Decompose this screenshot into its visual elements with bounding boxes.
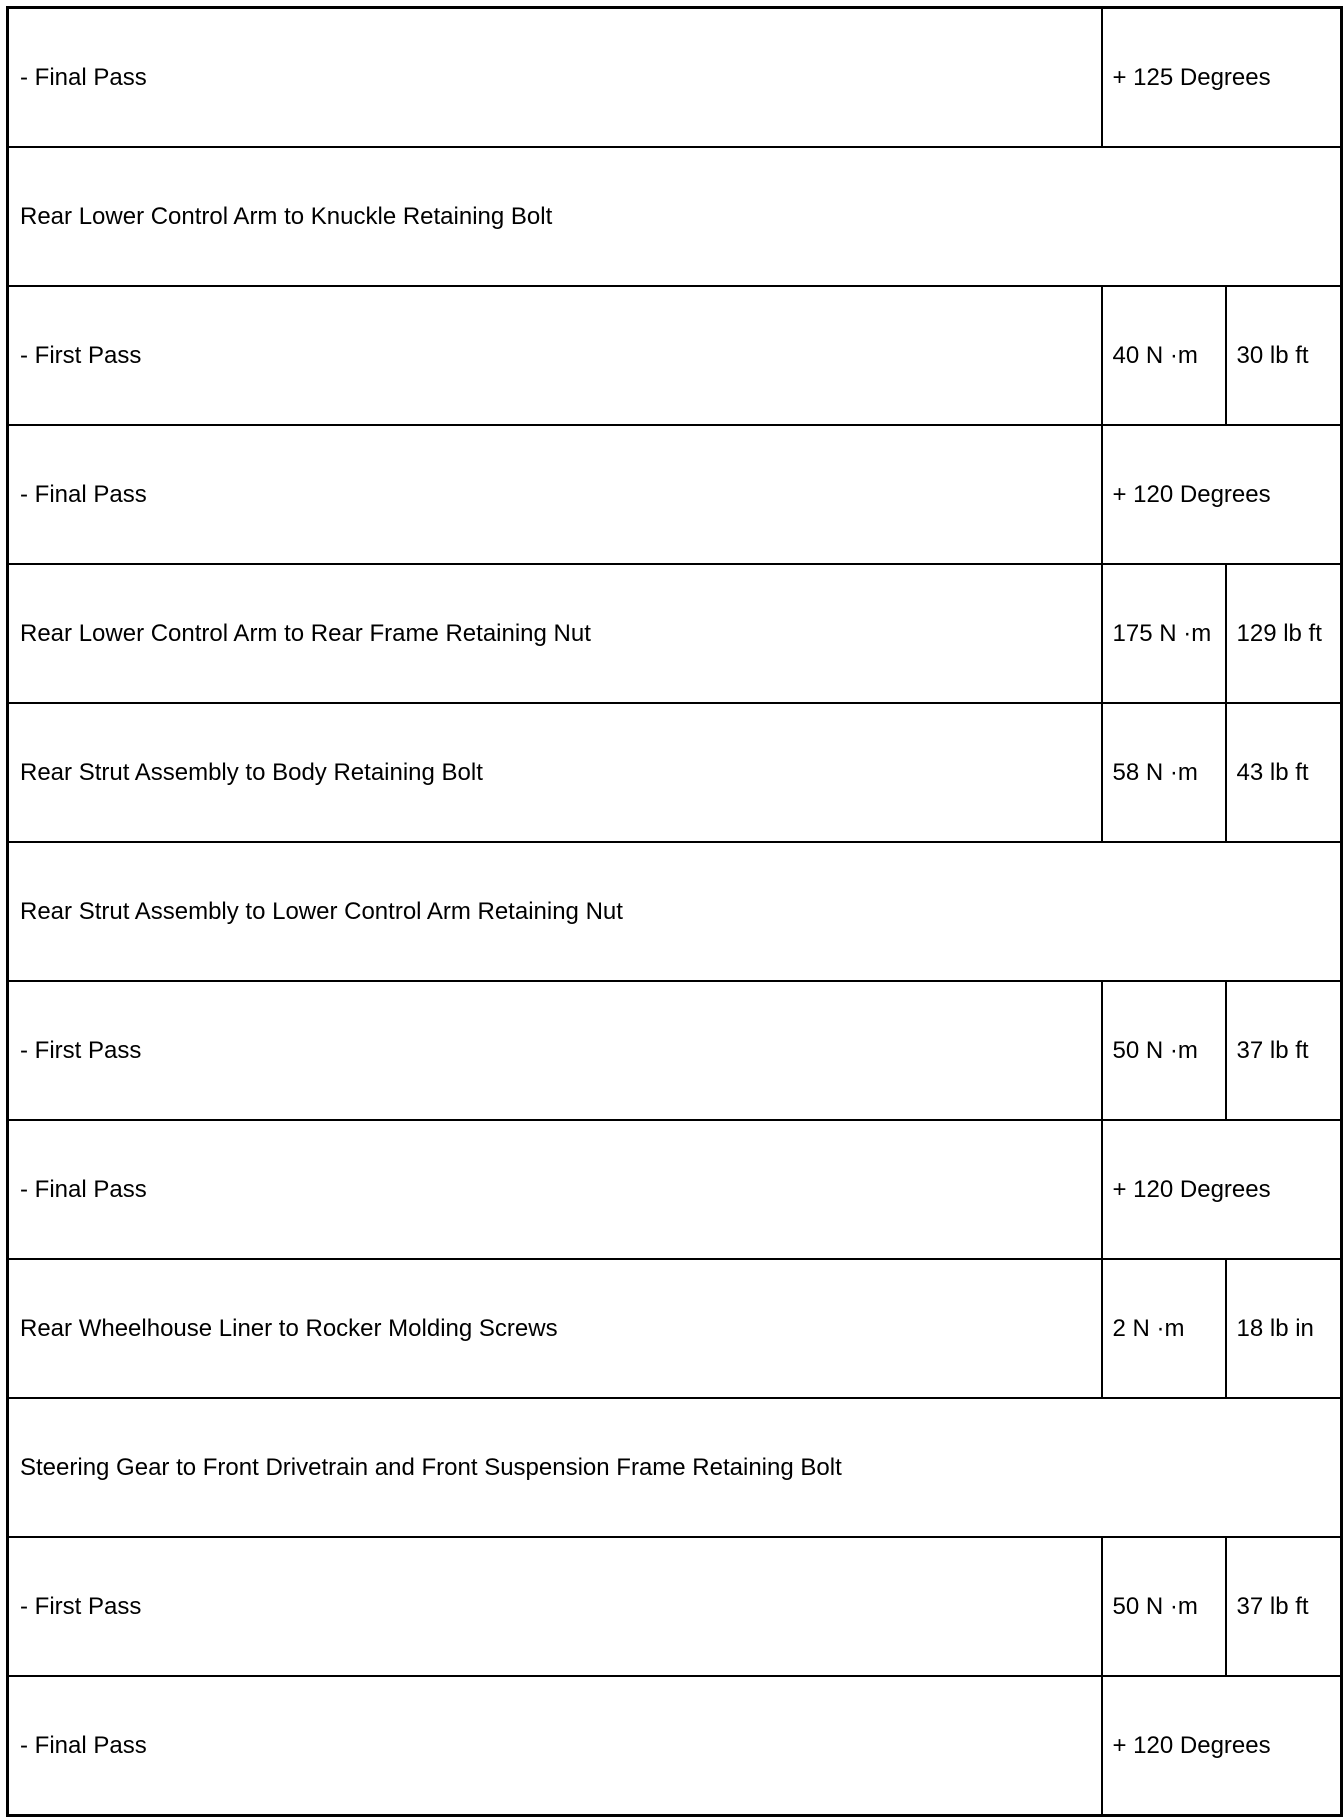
row-label: - Final Pass: [8, 1676, 1102, 1816]
angle-value: + 120 Degrees: [1102, 1120, 1342, 1259]
row-label: - First Pass: [8, 286, 1102, 425]
table-row: [8, 1537, 1342, 1676]
angle-value: + 125 Degrees: [1102, 8, 1342, 148]
table-row: [8, 147, 1342, 286]
row-label: - First Pass: [8, 981, 1102, 1120]
table-row: [8, 842, 1342, 981]
table-row: [8, 1259, 1342, 1398]
metric-value: 58 N ·m: [1102, 703, 1226, 842]
angle-value: + 120 Degrees: [1102, 425, 1342, 564]
table-row: [8, 1676, 1342, 1816]
metric-value: 2 N ·m: [1102, 1259, 1226, 1398]
metric-value: 175 N ·m: [1102, 564, 1226, 703]
table-row: [8, 564, 1342, 703]
table-row: [8, 1398, 1342, 1537]
row-label: Rear Strut Assembly to Body Retaining Bolt: [8, 703, 1102, 842]
english-value: 30 lb ft: [1226, 286, 1342, 425]
english-value: 129 lb ft: [1226, 564, 1342, 703]
table-row: [8, 703, 1342, 842]
metric-value: 50 N ·m: [1102, 981, 1226, 1120]
english-value: 37 lb ft: [1226, 1537, 1342, 1676]
row-label: - Final Pass: [8, 1120, 1102, 1259]
row-label: - Final Pass: [8, 8, 1102, 148]
metric-value: 50 N ·m: [1102, 1537, 1226, 1676]
table-row: [8, 1120, 1342, 1259]
row-label: - Final Pass: [8, 425, 1102, 564]
english-value: 43 lb ft: [1226, 703, 1342, 842]
row-label: - First Pass: [8, 1537, 1102, 1676]
table-row: [8, 8, 1342, 148]
section-heading: Rear Strut Assembly to Lower Control Arm Retaining Nut: [8, 842, 1342, 981]
section-heading: Rear Lower Control Arm to Knuckle Retaining Bolt: [8, 147, 1342, 286]
torque-spec-table: [6, 6, 1343, 1817]
table-row: [8, 425, 1342, 564]
english-value: 18 lb in: [1226, 1259, 1342, 1398]
angle-value: + 120 Degrees: [1102, 1676, 1342, 1816]
row-label: Rear Lower Control Arm to Rear Frame Retaining Nut: [8, 564, 1102, 703]
english-value: 37 lb ft: [1226, 981, 1342, 1120]
table-row: [8, 286, 1342, 425]
row-label: Rear Wheelhouse Liner to Rocker Molding Screws: [8, 1259, 1102, 1398]
section-heading: Steering Gear to Front Drivetrain and Front Suspension Frame Retaining Bolt: [8, 1398, 1342, 1537]
table-row: [8, 981, 1342, 1120]
metric-value: 40 N ·m: [1102, 286, 1226, 425]
